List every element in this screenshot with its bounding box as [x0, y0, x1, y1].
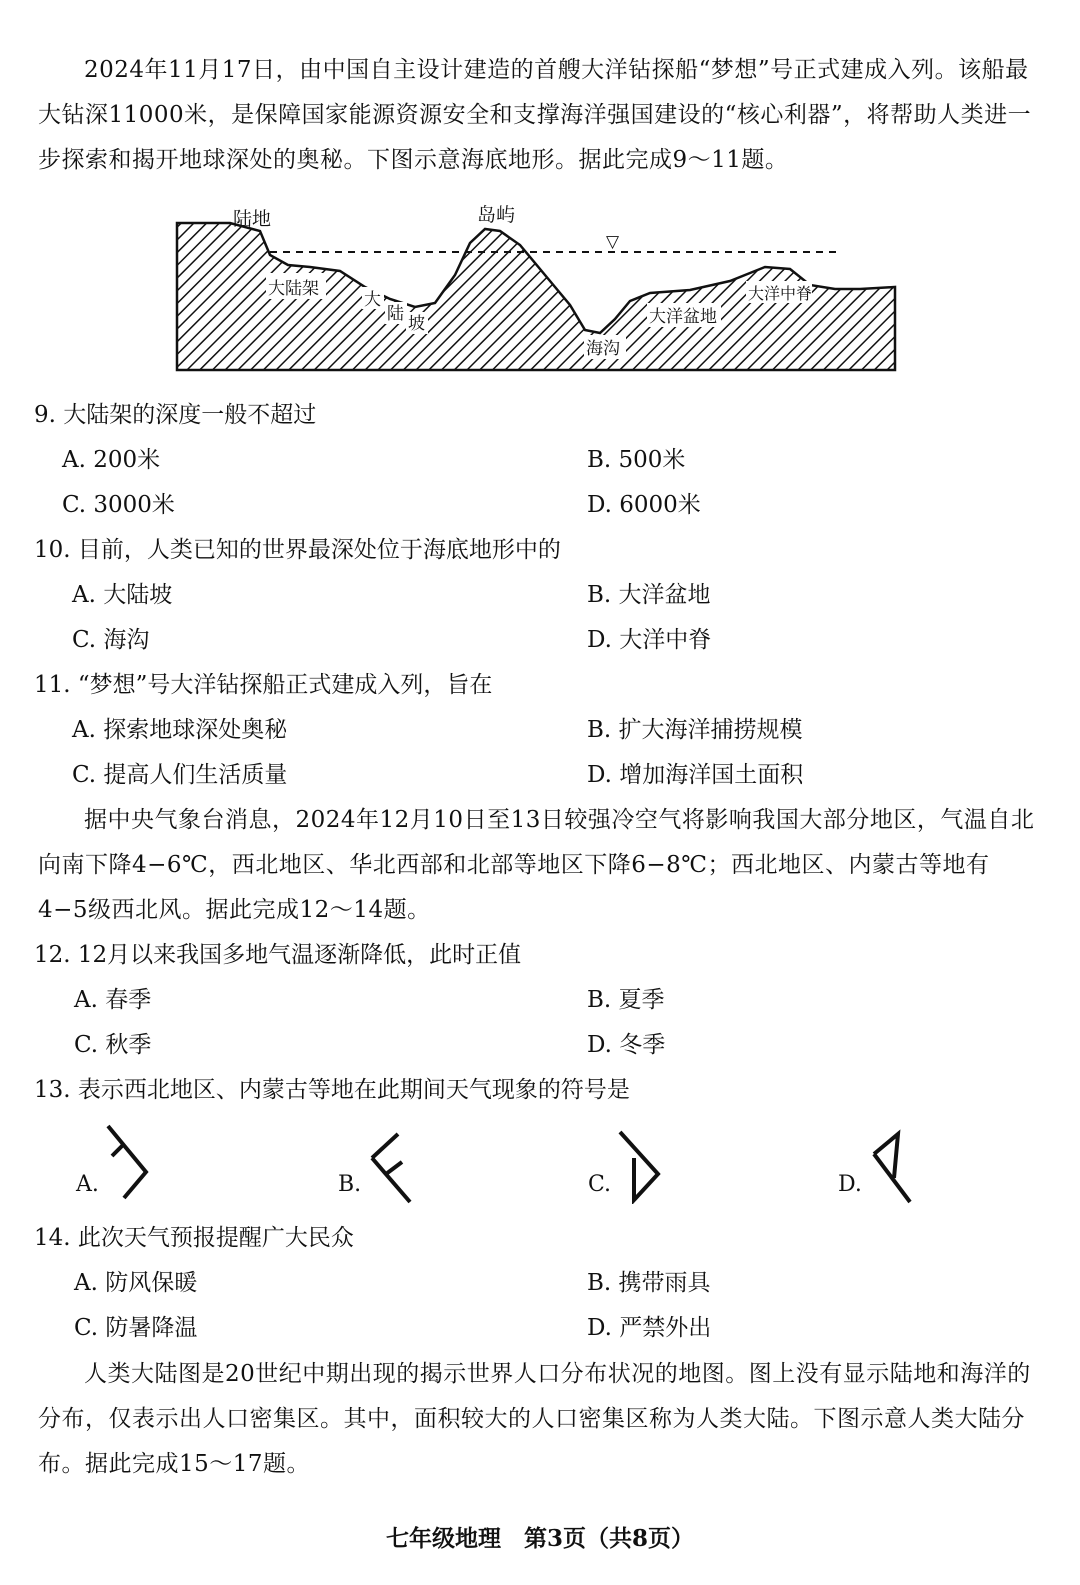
question-11-option-a: A. 探索地球深处奥秘: [72, 717, 288, 743]
question-12-option-b: B. 夏季: [587, 987, 665, 1013]
label-continental-slope-2: 陆: [387, 304, 404, 324]
label-continental-slope-3: 坡: [408, 314, 425, 334]
label-trench: 海沟: [586, 339, 620, 359]
question-12-option-d: D. 冬季: [587, 1032, 666, 1058]
wind-symbol-a-icon: [100, 1122, 160, 1204]
question-11-option-b: B. 扩大海洋捕捞规模: [587, 717, 803, 743]
question-14-option-b: B. 携带雨具: [587, 1270, 711, 1296]
question-10-option-b: B. 大洋盆地: [587, 582, 711, 608]
question-14-option-c: C. 防暑降温: [74, 1315, 198, 1341]
intro-paragraph-1: 2024年11月17日，由中国自主设计建造的首艘大洋钻探船“梦想”号正式建成入列。该船最大钻深11000米，是保障国家能源资源安全和支撑海洋强国建设的“核心利器”，将帮助人类进一步探索和揭开地球深处的奥秘。下图示意海底地形。据此完成9～11题。: [38, 57, 1032, 173]
question-11-option-d: D. 增加海洋国土面积: [587, 762, 804, 788]
label-land: 陆地: [233, 208, 272, 230]
question-14-option-a: A. 防风保暖: [74, 1270, 198, 1296]
question-13-stem: 13. 表示西北地区、内蒙古等地在此期间天气现象的符号是: [34, 1077, 630, 1103]
question-14-option-d: D. 严禁外出: [587, 1315, 712, 1341]
seafloor-topography-diagram: [170, 195, 900, 375]
question-14-stem: 14. 此次天气预报提醒广大民众: [34, 1225, 354, 1251]
question-10-option-a: A. 大陆坡: [72, 582, 173, 608]
page-footer: 七年级地理 第3页（共8页）: [385, 1525, 694, 1552]
question-12-option-a: A. 春季: [74, 987, 152, 1013]
question-13-option-a: A.: [76, 1172, 99, 1197]
wind-symbol-b-icon: [364, 1126, 424, 1208]
question-10-stem: 10. 目前，人类已知的世界最深处位于海底地形中的: [34, 537, 561, 563]
question-9-option-b: B. 500米: [587, 447, 686, 473]
label-island: 岛屿: [477, 204, 516, 226]
question-11-option-c: C. 提高人们生活质量: [72, 762, 288, 788]
question-13-option-b: B.: [338, 1172, 362, 1197]
question-9-option-d: D. 6000米: [587, 492, 701, 518]
label-continental-slope-1: 大: [364, 290, 381, 310]
question-9-option-a: A. 200米: [62, 447, 161, 473]
wind-symbol-d-icon: [864, 1128, 920, 1206]
label-ocean-basin: 大洋盆地: [649, 307, 717, 327]
question-12-stem: 12. 12月以来我国多地气温逐渐降低，此时正值: [34, 942, 522, 968]
question-9-option-c: C. 3000米: [62, 492, 175, 518]
question-11-stem: 11. “梦想”号大洋钻探船正式建成入列，旨在: [34, 672, 493, 698]
intro-paragraph-2: 据中央气象台消息，2024年12月10日至13日较强冷空气将影响我国大部分地区，气温自北向南下降4−6℃，西北地区、华北西部和北部等地区下降6−8℃；西北地区、内蒙古等地有4−5级西北风。据此完成12～14题。: [38, 807, 1035, 923]
question-13-option-c: C.: [588, 1172, 612, 1197]
question-10-option-c: C. 海沟: [72, 627, 150, 653]
label-continental-shelf: 大陆架: [268, 279, 319, 299]
intro-paragraph-3: 人类大陆图是20世纪中期出现的揭示世界人口分布状况的地图。图上没有显示陆地和海洋的分布，仅表示出人口密集区。其中，面积较大的人口密集区称为人类大陆。下图示意人类大陆分布。据此完成15～17题。: [38, 1361, 1031, 1477]
sea-level-symbol: ▽: [606, 232, 620, 252]
wind-symbol-c-icon: [614, 1128, 664, 1204]
question-13-option-d: D.: [838, 1172, 862, 1197]
question-9-stem: 9. 大陆架的深度一般不超过: [34, 402, 317, 428]
label-mid-ocean-ridge: 大洋中脊: [748, 284, 813, 303]
question-12-option-c: C. 秋季: [74, 1032, 152, 1058]
question-10-option-d: D. 大洋中脊: [587, 627, 712, 653]
